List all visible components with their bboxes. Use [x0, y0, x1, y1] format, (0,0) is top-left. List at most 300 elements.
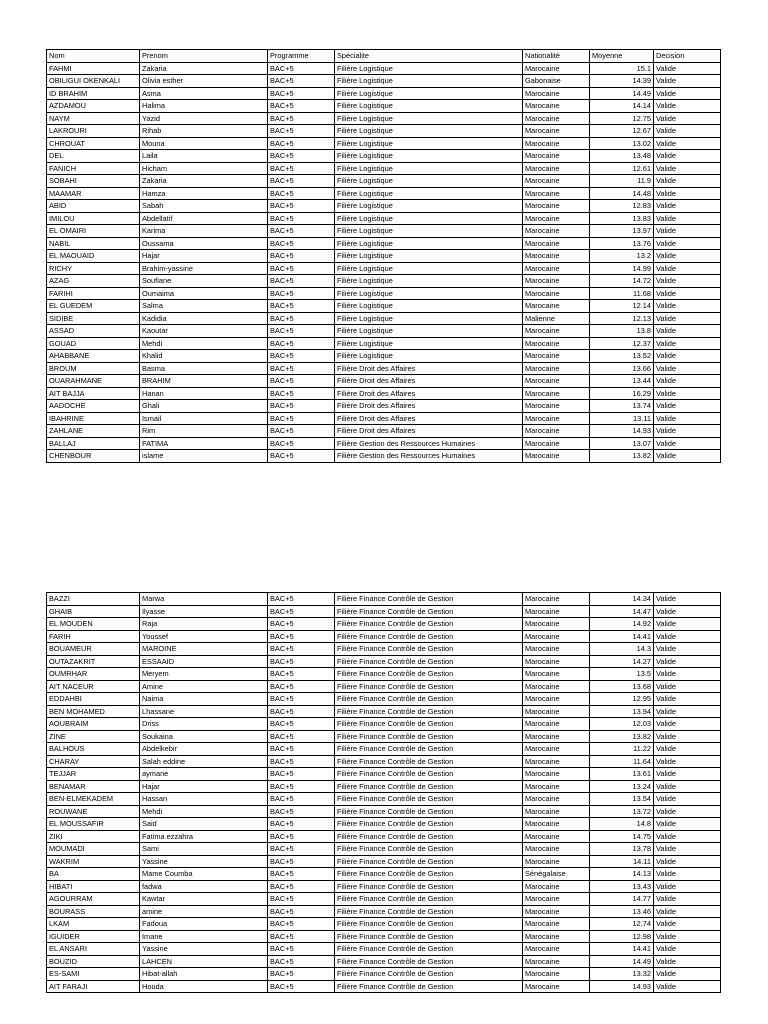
cell-decision: Valide [654, 805, 721, 818]
cell-specialite: Filière Logistique [335, 225, 523, 238]
cell-specialite: Filière Logistique [335, 262, 523, 275]
cell-programme: BAC+5 [268, 425, 335, 438]
cell-decision: Valide [654, 150, 721, 163]
table-row [47, 780, 721, 793]
cell-nationalite: Marocaine [523, 930, 590, 943]
header-specialite: Spécialite [335, 50, 523, 63]
table-row [47, 693, 721, 706]
cell-moyenne: 11.64 [590, 755, 654, 768]
cell-prenom: Salma [140, 300, 268, 313]
cell-prenom: Lhassane [140, 705, 268, 718]
cell-moyenne: 13.61 [590, 768, 654, 781]
cell-moyenne: 14.27 [590, 655, 654, 668]
cell-nationalite: Marocaine [523, 693, 590, 706]
cell-moyenne: 13.02 [590, 137, 654, 150]
cell-programme: BAC+5 [268, 855, 335, 868]
cell-nom: GHAIB [47, 605, 140, 618]
table-row [47, 818, 721, 831]
table-row [47, 162, 721, 175]
header-moyenne: Moyenne [590, 50, 654, 63]
cell-programme: BAC+5 [268, 200, 335, 213]
cell-decision: Valide [654, 250, 721, 263]
cell-programme: BAC+5 [268, 150, 335, 163]
cell-decision: Valide [654, 287, 721, 300]
cell-prenom: Youssef [140, 630, 268, 643]
cell-nationalite: Marocaine [523, 425, 590, 438]
cell-specialite: Filière Finance Contrôle de Gestion [335, 693, 523, 706]
cell-prenom: Naima [140, 693, 268, 706]
cell-nationalite: Marocaine [523, 643, 590, 656]
cell-specialite: Filière Logistique [335, 287, 523, 300]
cell-programme: BAC+5 [268, 100, 335, 113]
cell-decision: Valide [654, 362, 721, 375]
cell-nom: EL MOUSSAFIR [47, 818, 140, 831]
cell-nom: FANICH [47, 162, 140, 175]
cell-specialite: Filière Finance Contrôle de Gestion [335, 843, 523, 856]
cell-nationalite: Marocaine [523, 362, 590, 375]
cell-specialite: Filière Logistique [335, 250, 523, 263]
cell-nom: BA [47, 868, 140, 881]
cell-prenom: Basma [140, 362, 268, 375]
cell-prenom: Kawtar [140, 893, 268, 906]
cell-specialite: Filière Droit des Affaires [335, 387, 523, 400]
cell-prenom: Driss [140, 718, 268, 731]
cell-decision: Valide [654, 918, 721, 931]
cell-nom: TEJJAR [47, 768, 140, 781]
cell-prenom: Hibat-allah [140, 968, 268, 981]
cell-moyenne: 16.29 [590, 387, 654, 400]
cell-nationalite: Marocaine [523, 780, 590, 793]
cell-nom: MOUMADI [47, 843, 140, 856]
cell-prenom: Soufiane [140, 275, 268, 288]
cell-nom: ABID [47, 200, 140, 213]
cell-programme: BAC+5 [268, 643, 335, 656]
cell-specialite: Filière Logistique [335, 62, 523, 75]
cell-nom: EL MAOUAID [47, 250, 140, 263]
table-row [47, 237, 721, 250]
cell-moyenne: 13.32 [590, 968, 654, 981]
cell-decision: Valide [654, 137, 721, 150]
table-row [47, 730, 721, 743]
cell-nom: SIDIBE [47, 312, 140, 325]
cell-decision: Valide [654, 780, 721, 793]
cell-moyenne: 13.68 [590, 680, 654, 693]
cell-nationalite: Marocaine [523, 855, 590, 868]
cell-decision: Valide [654, 275, 721, 288]
cell-decision: Valide [654, 75, 721, 88]
cell-prenom: Marwa [140, 593, 268, 606]
cell-prenom: Abdelkebir [140, 743, 268, 756]
cell-prenom: BRAHIM [140, 375, 268, 388]
cell-specialite: Filière Logistique [335, 350, 523, 363]
cell-prenom: Hassan [140, 793, 268, 806]
cell-decision: Valide [654, 930, 721, 943]
cell-nationalite: Marocaine [523, 275, 590, 288]
cell-programme: BAC+5 [268, 843, 335, 856]
cell-programme: BAC+5 [268, 437, 335, 450]
cell-nationalite: Marocaine [523, 805, 590, 818]
cell-decision: Valide [654, 843, 721, 856]
cell-moyenne: 14.34 [590, 593, 654, 606]
cell-nationalite: Marocaine [523, 655, 590, 668]
cell-nationalite: Marocaine [523, 718, 590, 731]
cell-moyenne: 12.61 [590, 162, 654, 175]
cell-nom: AIT BAJJA [47, 387, 140, 400]
cell-specialite: Filière Finance Contrôle de Gestion [335, 918, 523, 931]
cell-nom: NABIL [47, 237, 140, 250]
cell-decision: Valide [654, 325, 721, 338]
cell-nom: AADOCHE [47, 400, 140, 413]
cell-moyenne: 13.11 [590, 412, 654, 425]
cell-moyenne: 14.72 [590, 275, 654, 288]
cell-moyenne: 14.49 [590, 87, 654, 100]
cell-specialite: Filière Finance Contrôle de Gestion [335, 743, 523, 756]
cell-prenom: Hanan [140, 387, 268, 400]
cell-programme: BAC+5 [268, 668, 335, 681]
cell-specialite: Filière Finance Contrôle de Gestion [335, 643, 523, 656]
cell-nationalite: Marocaine [523, 375, 590, 388]
cell-specialite: Filière Finance Contrôle de Gestion [335, 605, 523, 618]
cell-specialite: Filière Finance Contrôle de Gestion [335, 768, 523, 781]
cell-specialite: Filière Finance Contrôle de Gestion [335, 793, 523, 806]
cell-nom: ZIKI [47, 830, 140, 843]
cell-nom: BEN-ELMEKADEM [47, 793, 140, 806]
cell-moyenne: 13.8 [590, 325, 654, 338]
cell-decision: Valide [654, 200, 721, 213]
cell-prenom: MAROINE [140, 643, 268, 656]
cell-nationalite: Marocaine [523, 337, 590, 350]
cell-moyenne: 13.46 [590, 905, 654, 918]
header-prenom: Prenom [140, 50, 268, 63]
cell-programme: BAC+5 [268, 618, 335, 631]
cell-programme: BAC+5 [268, 693, 335, 706]
cell-specialite: Filière Finance Contrôle de Gestion [335, 905, 523, 918]
cell-decision: Valide [654, 743, 721, 756]
cell-prenom: Salah eddine [140, 755, 268, 768]
cell-nationalite: Marocaine [523, 668, 590, 681]
cell-moyenne: 12.67 [590, 125, 654, 138]
cell-programme: BAC+5 [268, 630, 335, 643]
cell-moyenne: 13.94 [590, 705, 654, 718]
cell-prenom: Sami [140, 843, 268, 856]
cell-prenom: LAHCEN [140, 955, 268, 968]
table-row [47, 668, 721, 681]
cell-decision: Valide [654, 755, 721, 768]
table-row [47, 212, 721, 225]
cell-nationalite: Marocaine [523, 918, 590, 931]
cell-nationalite: Marocaine [523, 618, 590, 631]
cell-specialite: Filière Droit des Affaires [335, 400, 523, 413]
cell-programme: BAC+5 [268, 237, 335, 250]
cell-decision: Valide [654, 680, 721, 693]
table-row [47, 337, 721, 350]
cell-programme: BAC+5 [268, 187, 335, 200]
cell-decision: Valide [654, 212, 721, 225]
cell-decision: Valide [654, 668, 721, 681]
table-row [47, 880, 721, 893]
cell-specialite: Filière Logistique [335, 212, 523, 225]
cell-prenom: Yassine [140, 855, 268, 868]
cell-moyenne: 14.93 [590, 425, 654, 438]
cell-nom: CHROUAT [47, 137, 140, 150]
cell-moyenne: 14.49 [590, 955, 654, 968]
cell-nationalite: Marocaine [523, 187, 590, 200]
table-row [47, 250, 721, 263]
cell-prenom: Halima [140, 100, 268, 113]
cell-nom: ES-SAMI [47, 968, 140, 981]
cell-specialite: Filière Finance Contrôle de Gestion [335, 855, 523, 868]
cell-decision: Valide [654, 125, 721, 138]
table-row [47, 87, 721, 100]
cell-nationalite: Marocaine [523, 730, 590, 743]
cell-programme: BAC+5 [268, 743, 335, 756]
cell-specialite: Filière Logistique [335, 187, 523, 200]
cell-specialite: Filière Finance Contrôle de Gestion [335, 893, 523, 906]
table-row [47, 843, 721, 856]
cell-moyenne: 13.07 [590, 437, 654, 450]
cell-nationalite: Marocaine [523, 437, 590, 450]
cell-programme: BAC+5 [268, 655, 335, 668]
cell-moyenne: 11.68 [590, 287, 654, 300]
cell-prenom: Zakaria [140, 62, 268, 75]
cell-nationalite: Marocaine [523, 630, 590, 643]
cell-specialite: Filière Finance Contrôle de Gestion [335, 805, 523, 818]
cell-programme: BAC+5 [268, 137, 335, 150]
table-row [47, 943, 721, 956]
cell-prenom: Olivia esther [140, 75, 268, 88]
cell-specialite: Filière Logistique [335, 275, 523, 288]
cell-prenom: Hajar [140, 780, 268, 793]
cell-decision: Valide [654, 893, 721, 906]
cell-prenom: Yazid [140, 112, 268, 125]
cell-decision: Valide [654, 955, 721, 968]
cell-moyenne: 14.3 [590, 643, 654, 656]
cell-moyenne: 14.92 [590, 618, 654, 631]
cell-decision: Valide [654, 793, 721, 806]
table-row [47, 437, 721, 450]
cell-prenom: Laila [140, 150, 268, 163]
table-row [47, 643, 721, 656]
cell-moyenne: 14.14 [590, 100, 654, 113]
cell-nationalite: Marocaine [523, 62, 590, 75]
table-row [47, 893, 721, 906]
cell-decision: Valide [654, 643, 721, 656]
cell-specialite: Filière Finance Contrôle de Gestion [335, 755, 523, 768]
results-table-1-body [47, 50, 721, 463]
table-row [47, 918, 721, 931]
cell-prenom: Mame Coumba [140, 868, 268, 881]
cell-specialite: Filière Logistique [335, 162, 523, 175]
cell-nationalite: Sénégalaise [523, 868, 590, 881]
cell-decision: Valide [654, 375, 721, 388]
cell-nationalite: Marocaine [523, 743, 590, 756]
table-row [47, 768, 721, 781]
cell-specialite: Filière Logistique [335, 200, 523, 213]
cell-moyenne: 13.54 [590, 793, 654, 806]
cell-nom: BOURASS [47, 905, 140, 918]
cell-nom: BEN MOHAMED [47, 705, 140, 718]
cell-decision: Valide [654, 425, 721, 438]
cell-moyenne: 13.78 [590, 843, 654, 856]
cell-nom: BAZZI [47, 593, 140, 606]
table-row [47, 150, 721, 163]
header-row [47, 50, 721, 63]
cell-nom: IMILOU [47, 212, 140, 225]
cell-moyenne: 14.11 [590, 855, 654, 868]
cell-specialite: Filière Finance Contrôle de Gestion [335, 830, 523, 843]
cell-programme: BAC+5 [268, 955, 335, 968]
table-row [47, 225, 721, 238]
cell-decision: Valide [654, 968, 721, 981]
cell-nom: EDDAHBI [47, 693, 140, 706]
cell-prenom: Kadidia [140, 312, 268, 325]
cell-specialite: Filière Logistique [335, 75, 523, 88]
cell-programme: BAC+5 [268, 87, 335, 100]
cell-moyenne: 12.03 [590, 718, 654, 731]
cell-nom: AIT NACEUR [47, 680, 140, 693]
table-row [47, 362, 721, 375]
table-row [47, 75, 721, 88]
table-row [47, 375, 721, 388]
cell-programme: BAC+5 [268, 125, 335, 138]
cell-nationalite: Marocaine [523, 705, 590, 718]
cell-nom: BALHOUS [47, 743, 140, 756]
cell-decision: Valide [654, 693, 721, 706]
cell-programme: BAC+5 [268, 350, 335, 363]
cell-nationalite: Marocaine [523, 250, 590, 263]
cell-moyenne: 14.47 [590, 605, 654, 618]
cell-moyenne: 13.97 [590, 225, 654, 238]
cell-decision: Valide [654, 237, 721, 250]
table-row [47, 868, 721, 881]
cell-specialite: Filière Finance Contrôle de Gestion [335, 718, 523, 731]
cell-prenom: Raja [140, 618, 268, 631]
cell-nationalite: Malienne [523, 312, 590, 325]
cell-moyenne: 13.74 [590, 400, 654, 413]
cell-moyenne: 14.41 [590, 943, 654, 956]
cell-moyenne: 14.41 [590, 630, 654, 643]
cell-nationalite: Marocaine [523, 262, 590, 275]
cell-moyenne: 14.48 [590, 187, 654, 200]
cell-prenom: ESSAAID [140, 655, 268, 668]
cell-nom: ZINE [47, 730, 140, 743]
cell-programme: BAC+5 [268, 312, 335, 325]
cell-nom: RICHY [47, 262, 140, 275]
cell-moyenne: 13.48 [590, 150, 654, 163]
cell-specialite: Filière Droit des Affaires [335, 412, 523, 425]
cell-specialite: Filière Finance Contrôle de Gestion [335, 668, 523, 681]
cell-prenom: Fadoua [140, 918, 268, 931]
cell-decision: Valide [654, 768, 721, 781]
cell-nom: AGOURRAM [47, 893, 140, 906]
cell-programme: BAC+5 [268, 450, 335, 463]
cell-decision: Valide [654, 225, 721, 238]
cell-nationalite: Marocaine [523, 162, 590, 175]
cell-programme: BAC+5 [268, 793, 335, 806]
table-row [47, 425, 721, 438]
cell-decision: Valide [654, 300, 721, 313]
header-nom: Nom [47, 50, 140, 63]
cell-prenom: Karima [140, 225, 268, 238]
cell-programme: BAC+5 [268, 730, 335, 743]
cell-nationalite: Marocaine [523, 793, 590, 806]
results-table-2 [46, 592, 721, 993]
results-table-1 [46, 49, 721, 463]
cell-decision: Valide [654, 450, 721, 463]
results-table-2-body [47, 593, 721, 993]
cell-decision: Valide [654, 855, 721, 868]
cell-prenom: Asma [140, 87, 268, 100]
cell-nom: OUTAZAKRIT [47, 655, 140, 668]
cell-specialite: Filière Finance Contrôle de Gestion [335, 593, 523, 606]
cell-moyenne: 13.83 [590, 212, 654, 225]
cell-moyenne: 13.2 [590, 250, 654, 263]
cell-specialite: Filière Logistique [335, 112, 523, 125]
cell-moyenne: 11.22 [590, 743, 654, 756]
cell-programme: BAC+5 [268, 980, 335, 993]
cell-moyenne: 14.13 [590, 868, 654, 881]
cell-nationalite: Marocaine [523, 968, 590, 981]
cell-prenom: Yassine [140, 943, 268, 956]
cell-moyenne: 13.5 [590, 668, 654, 681]
cell-specialite: Filière Logistique [335, 237, 523, 250]
table-row [47, 412, 721, 425]
cell-specialite: Filière Finance Contrôle de Gestion [335, 780, 523, 793]
cell-prenom: Hamza [140, 187, 268, 200]
cell-nationalite: Marocaine [523, 150, 590, 163]
cell-prenom: Mouna [140, 137, 268, 150]
cell-programme: BAC+5 [268, 362, 335, 375]
cell-moyenne: 14.93 [590, 980, 654, 993]
cell-nationalite: Marocaine [523, 87, 590, 100]
cell-nationalite: Marocaine [523, 893, 590, 906]
cell-prenom: Rim [140, 425, 268, 438]
cell-nationalite: Marocaine [523, 387, 590, 400]
cell-nationalite: Marocaine [523, 955, 590, 968]
cell-programme: BAC+5 [268, 400, 335, 413]
cell-specialite: Filière Finance Contrôle de Gestion [335, 630, 523, 643]
cell-moyenne: 12.98 [590, 930, 654, 943]
cell-prenom: Amine [140, 680, 268, 693]
cell-nom: EL ANSARI [47, 943, 140, 956]
cell-programme: BAC+5 [268, 300, 335, 313]
cell-decision: Valide [654, 718, 721, 731]
cell-specialite: Filière Finance Contrôle de Gestion [335, 680, 523, 693]
cell-specialite: Filière Finance Contrôle de Gestion [335, 730, 523, 743]
cell-nationalite: Marocaine [523, 287, 590, 300]
cell-decision: Valide [654, 818, 721, 831]
cell-programme: BAC+5 [268, 287, 335, 300]
cell-programme: BAC+5 [268, 768, 335, 781]
cell-decision: Valide [654, 62, 721, 75]
cell-nom: OUARAHMANE [47, 375, 140, 388]
cell-prenom: fadwa [140, 880, 268, 893]
cell-moyenne: 13.82 [590, 450, 654, 463]
cell-prenom: Hicham [140, 162, 268, 175]
table-row [47, 755, 721, 768]
cell-specialite: Filière Finance Contrôle de Gestion [335, 868, 523, 881]
cell-programme: BAC+5 [268, 905, 335, 918]
cell-nationalite: Marocaine [523, 300, 590, 313]
cell-nationalite: Marocaine [523, 605, 590, 618]
cell-decision: Valide [654, 705, 721, 718]
cell-nom: OBILIGUI OKENKALI [47, 75, 140, 88]
cell-decision: Valide [654, 412, 721, 425]
cell-programme: BAC+5 [268, 175, 335, 188]
cell-moyenne: 12.75 [590, 112, 654, 125]
cell-prenom: Mehdi [140, 805, 268, 818]
cell-moyenne: 14.99 [590, 262, 654, 275]
